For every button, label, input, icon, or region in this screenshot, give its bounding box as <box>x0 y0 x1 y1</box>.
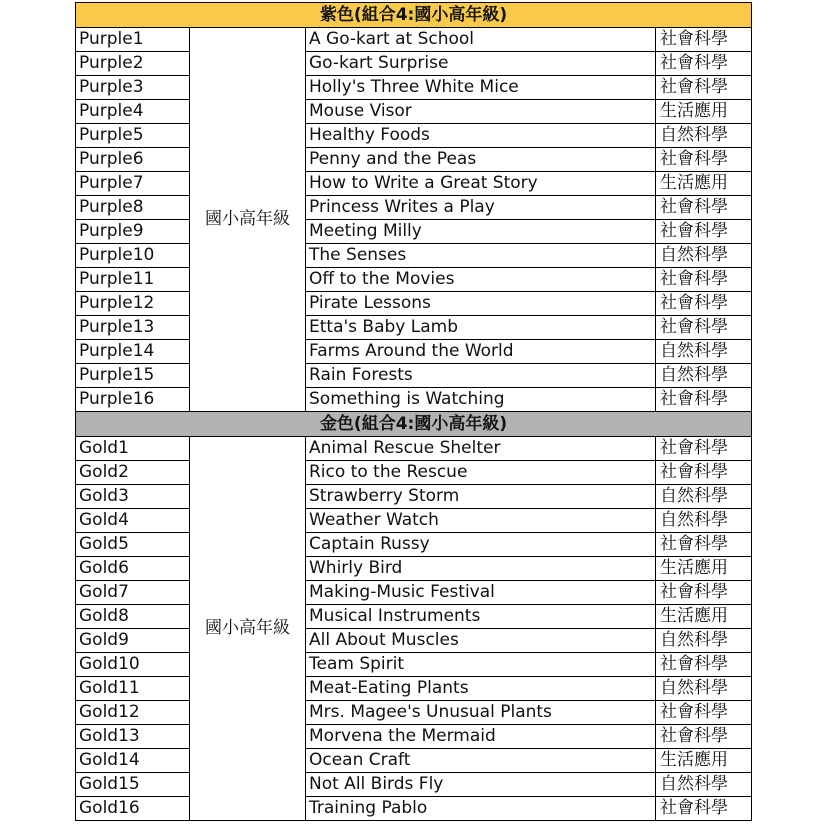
subject-cell: 社會科學 <box>656 220 752 244</box>
subject-cell: 社會科學 <box>656 437 752 461</box>
level-cell: Gold16 <box>76 797 190 821</box>
subject-cell: 生活應用 <box>656 100 752 124</box>
subject-cell: 社會科學 <box>656 76 752 100</box>
title-cell: Meeting Milly <box>306 220 656 244</box>
title-cell: Rico to the Rescue <box>306 461 656 485</box>
subject-cell: 自然科學 <box>656 364 752 388</box>
table-row <box>76 172 752 196</box>
level-cell: Purple4 <box>76 100 190 124</box>
subject-cell: 自然科學 <box>656 629 752 653</box>
table-row <box>76 340 752 364</box>
title-cell: Making-Music Festival <box>306 581 656 605</box>
book-list-table <box>75 2 752 821</box>
title-cell: Etta's Baby Lamb <box>306 316 656 340</box>
level-cell: Gold6 <box>76 557 190 581</box>
section-header: 金色(組合4:國小高年級) <box>76 412 752 437</box>
level-cell: Purple6 <box>76 148 190 172</box>
subject-cell: 社會科學 <box>656 292 752 316</box>
title-cell: Holly's Three White Mice <box>306 76 656 100</box>
subject-cell: 自然科學 <box>656 244 752 268</box>
table-row <box>76 677 752 701</box>
subject-cell: 社會科學 <box>656 797 752 821</box>
title-cell: Pirate Lessons <box>306 292 656 316</box>
title-cell: Rain Forests <box>306 364 656 388</box>
level-cell: Gold5 <box>76 533 190 557</box>
subject-cell: 社會科學 <box>656 28 752 52</box>
table-row <box>76 437 752 461</box>
table-row <box>76 148 752 172</box>
table-row <box>76 316 752 340</box>
title-cell: Mouse Visor <box>306 100 656 124</box>
level-cell: Gold7 <box>76 581 190 605</box>
level-cell: Purple16 <box>76 388 190 412</box>
table-row <box>76 268 752 292</box>
table-row <box>76 388 752 412</box>
subject-cell: 生活應用 <box>656 605 752 629</box>
table-row <box>76 557 752 581</box>
subject-cell: 社會科學 <box>656 316 752 340</box>
subject-cell: 生活應用 <box>656 172 752 196</box>
subject-cell: 社會科學 <box>656 388 752 412</box>
subject-cell: 生活應用 <box>656 749 752 773</box>
title-cell: Animal Rescue Shelter <box>306 437 656 461</box>
level-cell: Gold4 <box>76 509 190 533</box>
title-cell: Not All Birds Fly <box>306 773 656 797</box>
subject-cell: 自然科學 <box>656 485 752 509</box>
subject-cell: 社會科學 <box>656 461 752 485</box>
table-row <box>76 629 752 653</box>
table-row <box>76 485 752 509</box>
title-cell: Princess Writes a Play <box>306 196 656 220</box>
section-header: 紫色(組合4:國小高年級) <box>76 3 752 28</box>
title-cell: Morvena the Mermaid <box>306 725 656 749</box>
level-cell: Gold12 <box>76 701 190 725</box>
table-row <box>76 52 752 76</box>
subject-cell: 社會科學 <box>656 701 752 725</box>
table-row <box>76 605 752 629</box>
level-cell: Gold2 <box>76 461 190 485</box>
level-cell: Gold3 <box>76 485 190 509</box>
title-cell: Penny and the Peas <box>306 148 656 172</box>
table-row <box>76 76 752 100</box>
subject-cell: 社會科學 <box>656 533 752 557</box>
title-cell: Team Spirit <box>306 653 656 677</box>
title-cell: Something is Watching <box>306 388 656 412</box>
title-cell: Mrs. Magee's Unusual Plants <box>306 701 656 725</box>
table-row <box>76 292 752 316</box>
level-cell: Purple13 <box>76 316 190 340</box>
level-cell: Purple14 <box>76 340 190 364</box>
table-row <box>76 124 752 148</box>
level-cell: Purple3 <box>76 76 190 100</box>
table-row <box>76 220 752 244</box>
title-cell: Weather Watch <box>306 509 656 533</box>
level-cell: Purple8 <box>76 196 190 220</box>
table-row <box>76 773 752 797</box>
table-row <box>76 749 752 773</box>
level-cell: Purple2 <box>76 52 190 76</box>
level-cell: Gold1 <box>76 437 190 461</box>
subject-cell: 社會科學 <box>656 196 752 220</box>
title-cell: All About Muscles <box>306 629 656 653</box>
title-cell: Training Pablo <box>306 797 656 821</box>
table-row <box>76 196 752 220</box>
title-cell: Musical Instruments <box>306 605 656 629</box>
section-header-row <box>76 412 752 437</box>
table-row <box>76 28 752 52</box>
level-cell: Purple10 <box>76 244 190 268</box>
title-cell: How to Write a Great Story <box>306 172 656 196</box>
subject-cell: 自然科學 <box>656 340 752 364</box>
subject-cell: 自然科學 <box>656 124 752 148</box>
table-row <box>76 509 752 533</box>
subject-cell: 生活應用 <box>656 557 752 581</box>
level-cell: Gold15 <box>76 773 190 797</box>
level-cell: Gold11 <box>76 677 190 701</box>
subject-cell: 社會科學 <box>656 148 752 172</box>
title-cell: The Senses <box>306 244 656 268</box>
title-cell: Ocean Craft <box>306 749 656 773</box>
grade-cell: 國小高年級 <box>190 28 306 412</box>
subject-cell: 自然科學 <box>656 773 752 797</box>
level-cell: Gold13 <box>76 725 190 749</box>
subject-cell: 社會科學 <box>656 52 752 76</box>
level-cell: Gold8 <box>76 605 190 629</box>
level-cell: Purple9 <box>76 220 190 244</box>
title-cell: Healthy Foods <box>306 124 656 148</box>
title-cell: Strawberry Storm <box>306 485 656 509</box>
title-cell: Farms Around the World <box>306 340 656 364</box>
subject-cell: 社會科學 <box>656 581 752 605</box>
subject-cell: 社會科學 <box>656 725 752 749</box>
table-row <box>76 244 752 268</box>
subject-cell: 社會科學 <box>656 653 752 677</box>
level-cell: Purple1 <box>76 28 190 52</box>
subject-cell: 自然科學 <box>656 509 752 533</box>
title-cell: Whirly Bird <box>306 557 656 581</box>
table-row <box>76 100 752 124</box>
level-cell: Gold14 <box>76 749 190 773</box>
table-row <box>76 653 752 677</box>
table-row <box>76 701 752 725</box>
title-cell: Meat-Eating Plants <box>306 677 656 701</box>
title-cell: Off to the Movies <box>306 268 656 292</box>
level-cell: Gold9 <box>76 629 190 653</box>
level-cell: Purple12 <box>76 292 190 316</box>
table-row <box>76 581 752 605</box>
table-row <box>76 533 752 557</box>
table-row <box>76 364 752 388</box>
title-cell: A Go-kart at School <box>306 28 656 52</box>
table-row <box>76 725 752 749</box>
subject-cell: 自然科學 <box>656 677 752 701</box>
section-header-row <box>76 3 752 28</box>
title-cell: Go-kart Surprise <box>306 52 656 76</box>
level-cell: Gold10 <box>76 653 190 677</box>
subject-cell: 社會科學 <box>656 268 752 292</box>
title-cell: Captain Russy <box>306 533 656 557</box>
table-row <box>76 797 752 821</box>
table-row <box>76 461 752 485</box>
grade-cell: 國小高年級 <box>190 437 306 821</box>
level-cell: Purple5 <box>76 124 190 148</box>
book-list-sheet <box>75 2 751 821</box>
level-cell: Purple11 <box>76 268 190 292</box>
level-cell: Purple7 <box>76 172 190 196</box>
level-cell: Purple15 <box>76 364 190 388</box>
